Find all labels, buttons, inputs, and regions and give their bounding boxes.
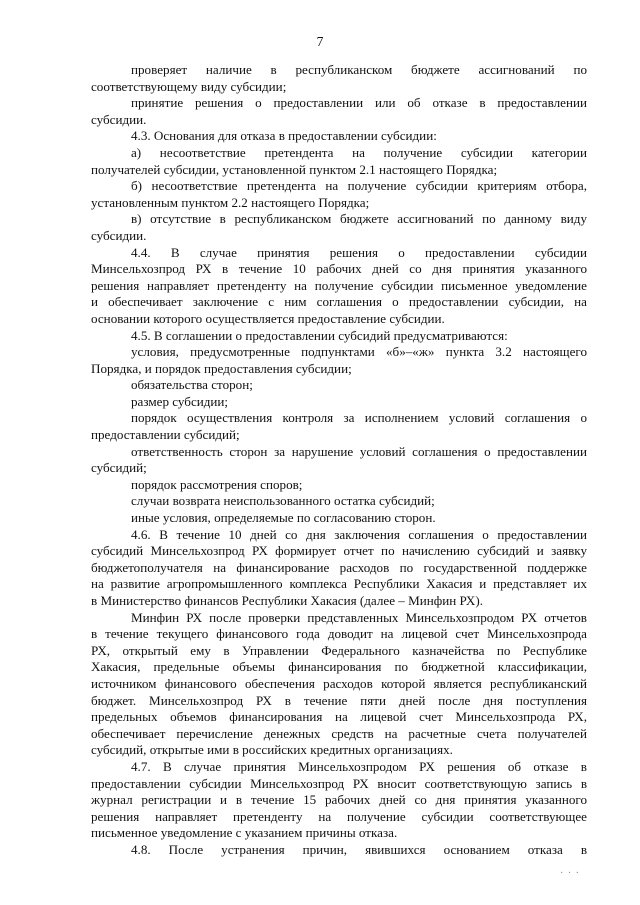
text-line: в Министерство финансов Республики Хакасия (далее – Минфин РХ). — [91, 593, 483, 608]
text-line: субсидий, открытые ими в российских кредитных организациях. — [91, 742, 453, 758]
text-line: Минфин РХ после проверки представленных Минсельхозпродом РХ отчетов — [131, 609, 587, 625]
text-line: порядок осуществления контроля за исполнением условий соглашения о — [131, 410, 587, 426]
text-line: субсидии. — [91, 111, 147, 127]
text-line: а) несоответствие претендента на получение субсидии категории — [131, 144, 587, 160]
text-line: субсидии. — [91, 227, 147, 243]
text-line: получателей субсидии, установленной пунктом 2.1 настоящего Порядка; — [91, 161, 498, 177]
text-line: 4.6. В течение 10 дней со дня заключения соглашения о предоставлении — [131, 526, 587, 542]
text-line: условия, предусмотренные подпунктами «б»–«ж» пункта 3.2 настоящего — [131, 344, 587, 360]
text-line: и обеспечивает заключение с ним соглашения о предоставлении субсидии, на — [91, 294, 587, 310]
text-line: бюджетополучателя на финансирование расходов по государственной поддержке — [91, 559, 587, 575]
text-line: 4.4. В случае принятия решения о предоставлении субсидии — [131, 244, 587, 260]
text-line: иные условия, определяемые по согласованию сторон. — [131, 510, 436, 526]
text-line: решения направляет претенденту на получение субсидии письменное уведомление — [91, 277, 587, 293]
text-line: Минсельхозпрод РХ в течение 10 рабочих дней со дня принятия указанного — [91, 261, 587, 277]
text-line: 4.3. Основания для отказа в предоставлении субсидии: — [131, 128, 437, 144]
text-line: источником финансового обеспечения расходов которой является республиканский — [91, 675, 587, 691]
text-line: в) отсутствие в республиканском бюджете ассигнований по данному виду — [131, 211, 587, 227]
text-line: обеспечивает перечисление денежных средств на расчетные счета получателей — [91, 725, 587, 741]
text-line: Хакасия, предельные объемы финансирования по бюджетной классификации, — [91, 659, 587, 675]
text-line: предоставлении субсидии Минсельхозпрод РХ вносит соответствующую запись в — [91, 775, 587, 791]
text-line: письменное уведомление с указанием причины отказа. — [91, 825, 398, 841]
document-body — [91, 62, 587, 859]
text-line: проверяет наличие в республиканском бюджете ассигнований по — [131, 62, 587, 77]
text-line: на развитие агропромышленного комплекса Республики Хакасия и представляет их — [91, 576, 587, 592]
text-line: решения направляет претенденту на получение субсидии соответствующее — [91, 808, 587, 824]
text-line: в течение текущего финансового года доводит на лицевой счет Минсельхозпрода — [91, 626, 587, 642]
text-line: бюджет. Минсельхозпрод РХ в течение пяти дней после дня поступления — [91, 692, 587, 708]
text-line: 4.5. В соглашении о предоставлении субсидий предусматриваются: — [131, 327, 508, 343]
text-line: РХ, открытый ему в Управлении Федерального казначейства по Республике — [91, 642, 587, 658]
page-number: 7 — [316, 34, 324, 49]
text-line: порядок рассмотрения споров; — [131, 476, 303, 492]
text-line: установленным пунктом 2.2 настоящего Порядка; — [91, 194, 370, 210]
text-line: субсидий Минсельхозпрод РХ формирует отчет по начислению субсидий и заявку — [91, 543, 587, 559]
text-line: 4.8. После устранения причин, явившихся основанием отказа в — [131, 841, 587, 857]
text-line: б) несоответствие претендента на получение субсидии критериям отбора, — [131, 178, 587, 194]
text-line: предельных объемов финансирования на лицевой счет Минсельхозпрода РХ, — [91, 709, 587, 725]
text-line: размер субсидии; — [131, 393, 229, 409]
text-line: журнал регистрации и в течение 15 рабочих дней со дня принятия указанного — [91, 792, 587, 808]
text-line: обязательства сторон; — [131, 377, 253, 393]
text-line: случаи возврата неиспользованного остатка субсидий; — [131, 493, 435, 509]
text-line: субсидий; — [91, 460, 147, 476]
text-line: основании которого осуществляется предоставление субсидии. — [91, 310, 445, 326]
text-line: Порядка, и порядок предоставления субсидии; — [91, 360, 352, 376]
text-line: принятие решения о предоставлении или об отказе в предоставлении — [131, 95, 587, 111]
text-line: предоставлении субсидий; — [91, 427, 240, 443]
text-line: ответственность сторон за нарушение условий соглашения о предоставлении — [131, 443, 587, 459]
text-line: 4.7. В случае принятия Минсельхозпродом РХ решения об отказе в — [131, 758, 587, 774]
text-line: соответствующему виду субсидии; — [91, 78, 287, 94]
scan-mark: · · · — [560, 868, 580, 879]
